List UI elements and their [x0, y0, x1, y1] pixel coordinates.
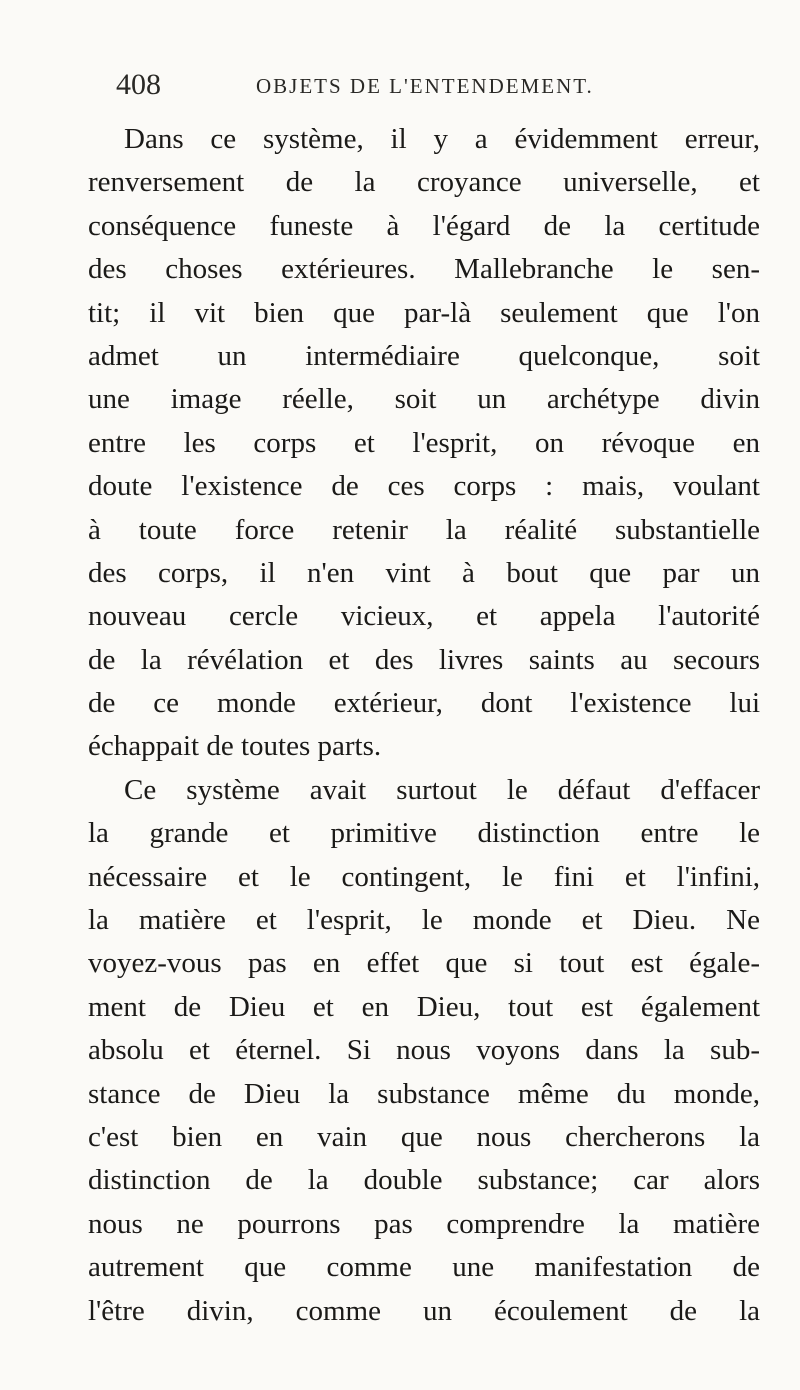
text-line: à toute force retenir la réalité substantielle: [88, 513, 760, 546]
page-header: [116, 68, 716, 108]
text-line: stance de Dieu la substance même du monde,: [88, 1077, 760, 1110]
text-line: de la révélation et des livres saints au secours: [88, 643, 760, 676]
text-line: tit; il vit bien que par-là seulement que l'on: [88, 296, 760, 329]
text-line: de ce monde extérieur, dont l'existence lui: [88, 687, 760, 720]
text-line: l'être divin, comme un écoulement de la: [88, 1294, 760, 1327]
text-line: conséquence funeste à l'égard de la certitude: [88, 209, 760, 242]
text-line: entre les corps et l'esprit, on révoque en: [88, 426, 760, 459]
text-line: la grande et primitive distinction entre le: [88, 817, 760, 850]
text-line: une image réelle, soit un archétype divin: [88, 383, 760, 416]
text-line: c'est bien en vain que nous chercherons la: [88, 1120, 760, 1153]
body-text: [88, 118, 760, 1333]
text-line: distinction de la double substance; car alors: [88, 1164, 760, 1197]
text-line: admet un intermédiaire quelconque, soit: [88, 339, 760, 372]
paragraph-2: [88, 769, 760, 1333]
text-line: échappait de toutes parts.: [88, 730, 382, 763]
page-number: 408: [116, 68, 161, 101]
running-title: OBJETS DE L'ENTENDEMENT.: [256, 74, 594, 98]
text-line: des choses extérieures. Mallebranche le sen-: [88, 253, 760, 286]
text-line: nouveau cercle vicieux, et appela l'autorité: [88, 600, 760, 633]
text-line: renversement de la croyance universelle, et: [88, 166, 760, 199]
text-line: Ce système avait surtout le défaut d'effacer: [124, 773, 760, 806]
text-line: voyez-vous pas en effet que si tout est égale-: [88, 947, 760, 980]
text-line: la matière et l'esprit, le monde et Dieu. Ne: [88, 904, 760, 937]
text-line: absolu et éternel. Si nous voyons dans la sub-: [88, 1034, 760, 1067]
text-line: Dans ce système, il y a évidemment erreur,: [124, 123, 760, 155]
text-line: nécessaire et le contingent, le fini et l'infini,: [88, 860, 760, 893]
text-line: doute l'existence de ces corps : mais, voulant: [88, 470, 760, 503]
text-line: ment de Dieu et en Dieu, tout est également: [88, 990, 760, 1023]
text-line: autrement que comme une manifestation de: [88, 1251, 760, 1284]
paragraph-1: [88, 118, 760, 769]
text-line: des corps, il n'en vint à bout que par un: [88, 556, 760, 589]
text-line: nous ne pourrons pas comprendre la matière: [88, 1207, 760, 1240]
